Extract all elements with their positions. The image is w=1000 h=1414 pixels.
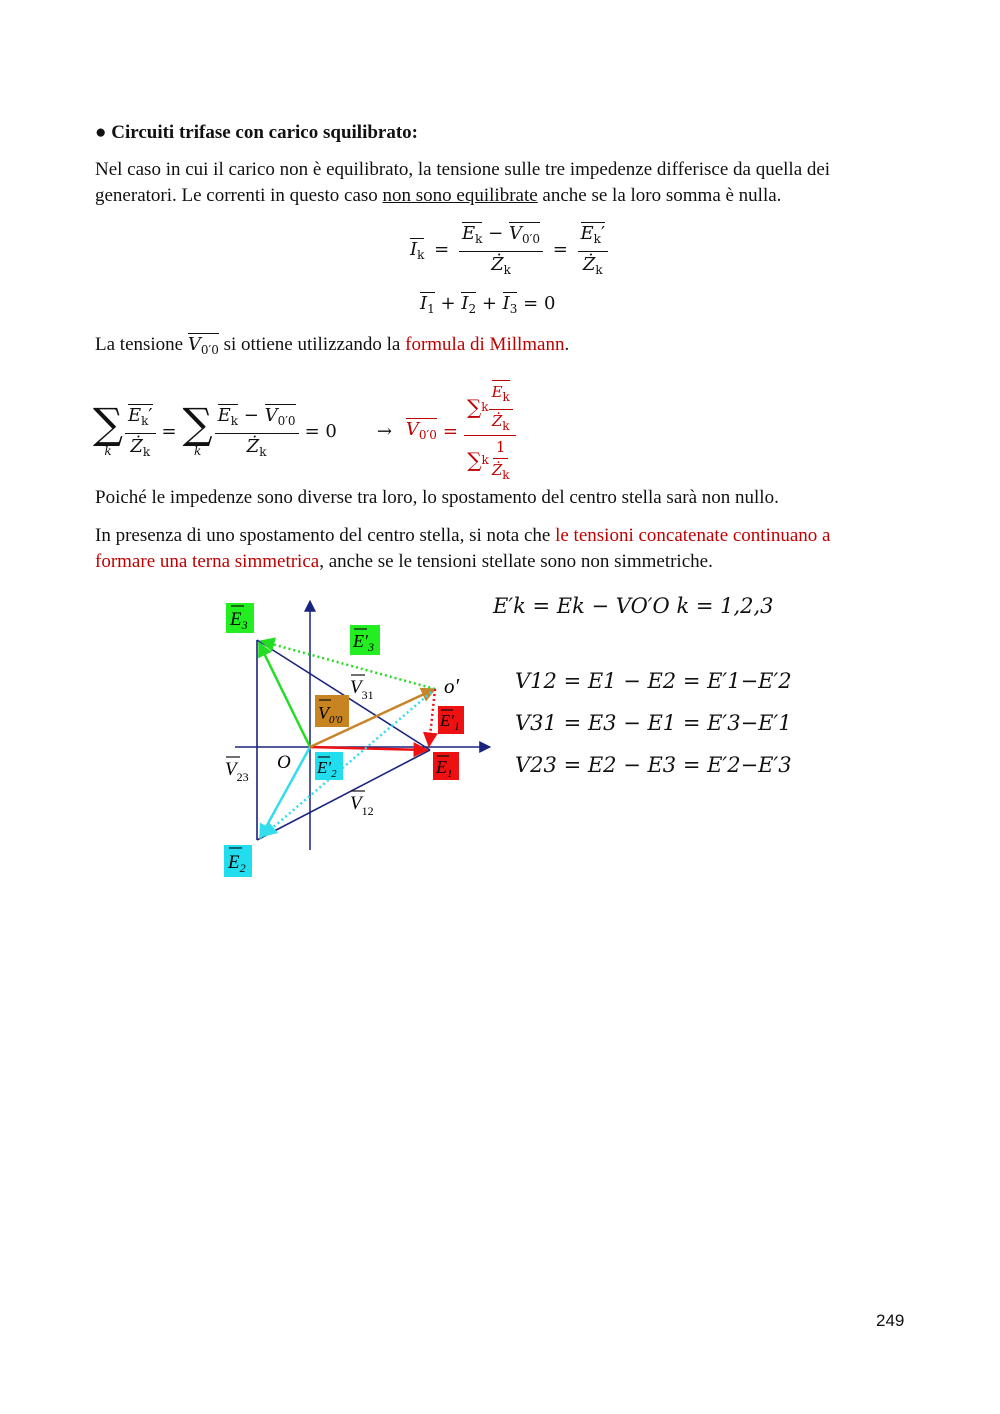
e-k-prime (128, 404, 153, 431)
sigma: ∑ (182, 399, 213, 448)
e-k (462, 222, 482, 249)
fraction-2 (578, 222, 609, 277)
i-3 (503, 292, 518, 319)
index: k (104, 444, 112, 458)
v-00-inline (188, 333, 219, 360)
e1-prime-vector (429, 689, 435, 746)
side-formula-3: V31 = E3 − E1 = E′3−E′1 (515, 711, 792, 735)
sym: V (405, 418, 419, 440)
side-formula-2: V12 = E1 − E2 = E′1−E′2 (515, 669, 792, 693)
v-00-result (406, 418, 437, 445)
sym: E (228, 852, 240, 873)
section-title-text: Circuiti trifase con carico squilibrato: (111, 122, 418, 143)
paragraph-4-line-2 (95, 549, 915, 575)
i-1 (420, 292, 435, 319)
i-2 (461, 292, 476, 319)
prime: ′ (148, 404, 153, 426)
o-prime-label: o′ (444, 674, 460, 698)
bullet: ● (95, 122, 107, 143)
sym: V (264, 404, 278, 426)
phasor-diagram (215, 595, 505, 885)
sub: 0′0 (329, 714, 343, 726)
e3-prime-vector (261, 641, 435, 689)
sym: Ż (130, 435, 143, 457)
text: . (564, 334, 570, 355)
sub: k (593, 232, 601, 246)
equation-current (410, 222, 608, 277)
sub: k (417, 247, 425, 262)
section-title (95, 120, 418, 146)
sym: Ż (582, 254, 596, 275)
sym: E (491, 383, 503, 401)
sub: k (142, 444, 151, 459)
text: generatori. Le correnti in questo caso (95, 185, 383, 206)
sym: I (410, 238, 418, 260)
equals: = (161, 420, 177, 442)
minus: − (243, 404, 259, 426)
e3-vector (259, 643, 310, 747)
rhs: = 0 (523, 293, 556, 314)
paragraph-1-line-2 (95, 183, 915, 209)
index: k (481, 453, 489, 467)
page-number: 249 (876, 1311, 905, 1330)
equals: = (442, 420, 459, 442)
sym: E (580, 223, 594, 244)
sub: 2 (468, 302, 477, 316)
text: , anche se le tensioni stellate sono non simmetriche. (319, 551, 713, 572)
fraction-t2 (215, 404, 299, 459)
sym: E (127, 404, 142, 426)
paragraph-3: Poiché le impedenze sono diverse tra loro, lo spostamento del centro stella sarà non nullo. (95, 487, 779, 508)
red-text: le tensioni concatenate continuano a (555, 525, 831, 546)
equation-current-sum (420, 292, 555, 319)
text: si ottiene utilizzando la (218, 334, 406, 355)
sum-2 (182, 399, 213, 458)
sym: I (420, 293, 428, 314)
paragraph-4-line-1 (95, 523, 915, 549)
sym: Ż (246, 435, 260, 457)
sub: 12 (361, 804, 374, 818)
sub: k (502, 468, 510, 482)
equation-millmann (93, 380, 516, 482)
sym: I (502, 293, 510, 314)
sym: Ż (491, 254, 504, 275)
red-text: formare una terna simmetrica (95, 551, 320, 572)
arrow: → (376, 420, 392, 442)
sub: 0′0 (277, 413, 296, 428)
sub: 3 (509, 302, 518, 316)
sub: k (259, 444, 267, 459)
sub: k (502, 390, 510, 404)
sym: E′ (440, 711, 455, 730)
paragraph-1 (95, 157, 915, 209)
sigma: ∑ (467, 394, 482, 419)
sym: E (217, 404, 231, 426)
sym: Ż (491, 461, 503, 479)
v23-label (225, 759, 249, 784)
inner-fraction-num (489, 380, 513, 433)
v-00 (509, 222, 540, 249)
plus: + (481, 293, 497, 314)
sub: 0′0 (200, 343, 219, 357)
sigma: ∑ (467, 448, 482, 472)
sub: k (595, 263, 603, 277)
sym: V (508, 223, 522, 244)
sub: k (502, 419, 510, 433)
sub: 2 (239, 861, 246, 875)
text: anche se la loro somma è nulla. (537, 185, 782, 206)
index: k (193, 444, 202, 458)
sub: 0′0 (418, 427, 437, 442)
sym: E (461, 223, 476, 244)
i-k (410, 238, 424, 265)
sub: 23 (236, 770, 249, 784)
equals: = (552, 238, 568, 260)
o-label: O (277, 752, 291, 773)
sum-1 (93, 399, 123, 458)
millmann-fraction (464, 380, 516, 482)
sym: V (350, 793, 362, 814)
paragraph-1-line-1: Nel caso in cui il carico non è equilibrato, la tensione sulle tre impedenze differisce da quella dei (95, 159, 831, 180)
sub: 1 (427, 302, 435, 316)
paragraph-4 (95, 523, 915, 575)
sub: k (141, 413, 149, 428)
paragraph-2 (95, 332, 569, 360)
sub: k (230, 413, 238, 428)
index: k (481, 399, 489, 414)
inner-fraction-den (489, 438, 513, 482)
sub: k (503, 263, 511, 277)
millmann-result (406, 380, 516, 482)
plus: + (440, 293, 456, 314)
v12-label (350, 793, 374, 818)
sym: V (350, 677, 362, 698)
fraction-1 (459, 222, 543, 277)
rhs: = 0 (304, 420, 337, 442)
e-k-prime (581, 222, 606, 249)
sym: Ż (491, 412, 503, 430)
e-k (218, 404, 238, 431)
sym: E′ (317, 758, 332, 777)
v-00 (265, 404, 296, 431)
sym: V (225, 759, 237, 780)
sigma: ∑ (93, 399, 123, 448)
side-formula-1: E′k = Ek − VO′O k = 1,2,3 (493, 594, 774, 618)
sub: k (475, 232, 483, 246)
e-k (492, 380, 510, 407)
minus: − (488, 223, 504, 244)
sub: 1 (447, 768, 453, 780)
sym: E′ (353, 631, 368, 651)
equals: = (434, 238, 450, 260)
one: 1 (493, 438, 509, 459)
v31-label (350, 677, 374, 702)
sym: E (230, 609, 242, 630)
sub: 31 (361, 688, 374, 702)
sub: 1 (454, 721, 460, 733)
sub: 3 (241, 618, 248, 632)
sym: V (187, 334, 201, 355)
text: La tensione (95, 334, 188, 355)
text: In presenza di uno spostamento del centro stella, si nota che (95, 525, 556, 546)
fraction-t1 (125, 404, 156, 459)
sub: 2 (331, 768, 337, 780)
side-formula-4: V23 = E2 − E3 = E′2−E′3 (515, 753, 792, 777)
underlined-text: non sono equilibrate (382, 185, 538, 206)
sub: 3 (367, 640, 374, 654)
sub: 0′0 (521, 232, 540, 246)
sym: E (436, 757, 447, 777)
sym: V (318, 703, 329, 723)
millmann-link-text: formula di Millmann (405, 334, 565, 355)
prime: ′ (600, 223, 606, 244)
sym: I (461, 293, 469, 314)
